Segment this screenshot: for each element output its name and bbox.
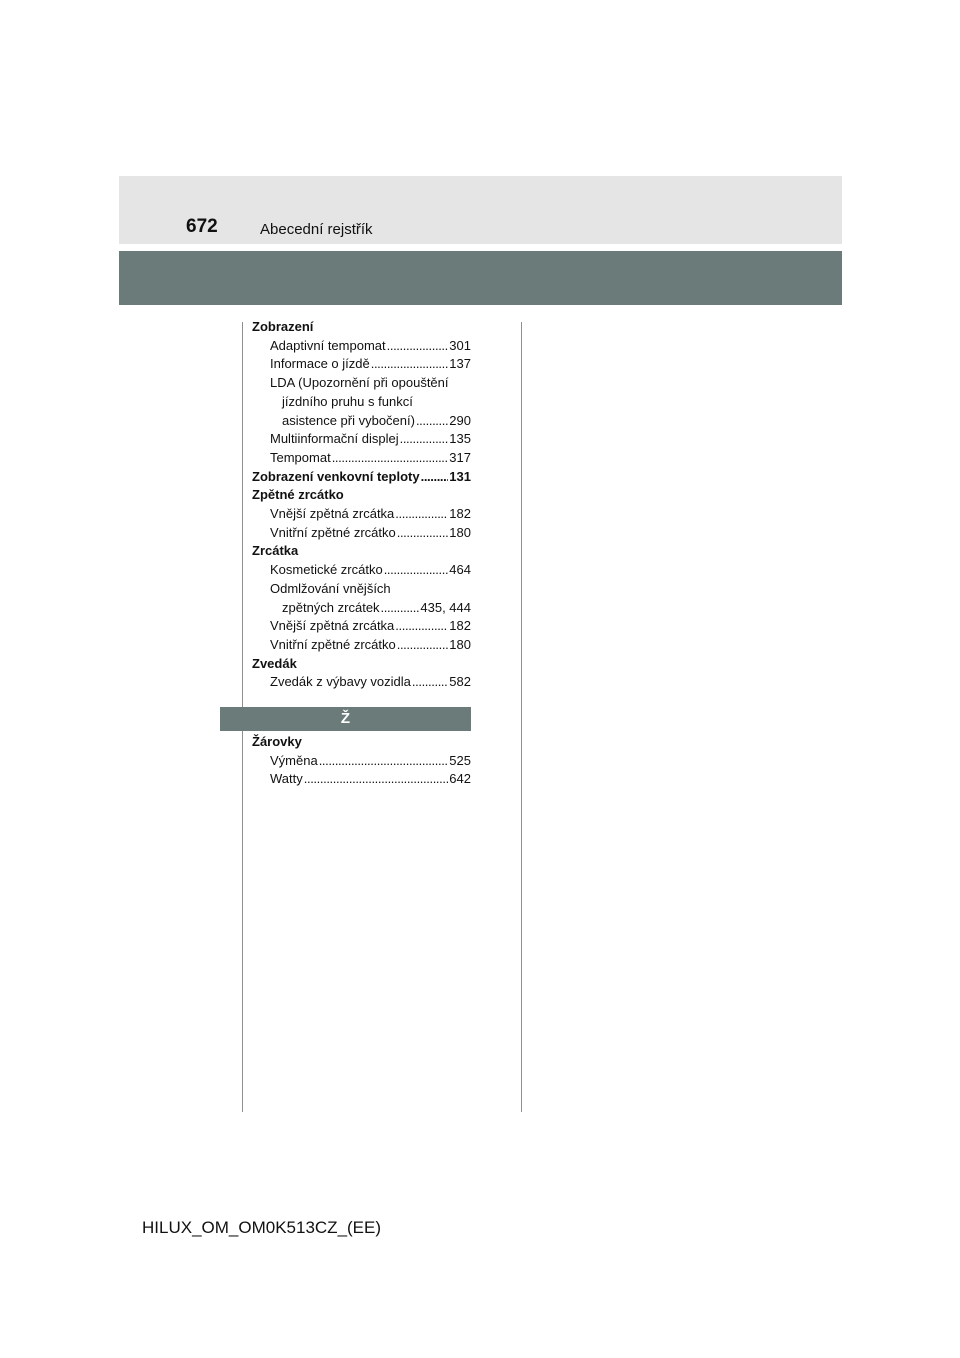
dot-leader — [397, 636, 449, 655]
document-code: HILUX_OM_OM0K513CZ_(EE) — [142, 1218, 382, 1237]
index-entry — [252, 673, 471, 692]
index-entry — [252, 770, 471, 789]
index-entry-label: Vnitřní zpětné zrcátko — [270, 524, 396, 540]
index-heading: Žárovky — [252, 734, 302, 749]
dot-leader — [412, 673, 448, 692]
index-entry-page[interactable]: 182 — [449, 506, 471, 522]
index-heading: Zobrazení — [252, 319, 314, 334]
index-entry — [252, 430, 471, 449]
index-entry-label: asistence při vybočení) — [282, 412, 415, 428]
index-entry-text: LDA (Upozornění při opouštění — [270, 375, 449, 391]
index-entry-page[interactable]: 290 — [449, 412, 471, 428]
index-entry-text: Odmlžování vnějších — [270, 580, 391, 596]
index-entry-label: Multiinformační displej — [270, 431, 399, 447]
index-entry-label: Tempomat — [270, 449, 331, 465]
index-entry — [252, 752, 471, 771]
header-band — [119, 176, 842, 244]
dot-leader — [397, 524, 449, 543]
dot-leader — [371, 355, 449, 374]
index-entry-text: jízdního pruhu s funkcí — [282, 393, 413, 409]
dot-leader — [387, 337, 449, 356]
index-entry-label: Watty — [270, 771, 303, 787]
index-entry-page[interactable]: 135 — [449, 431, 471, 447]
index-entry-label: Vnější zpětná zrcátka — [270, 618, 395, 634]
index-entry-page[interactable]: 464 — [449, 562, 471, 578]
dot-leader — [421, 468, 449, 487]
dot-leader — [395, 617, 448, 636]
index-section-z — [252, 318, 471, 692]
index-entry-page[interactable]: 180 — [449, 524, 471, 540]
index-entry-label: Výměna — [270, 752, 318, 768]
index-entry-label: Vnější zpětná zrcátka — [270, 506, 395, 522]
dot-leader — [400, 430, 449, 449]
index-entry-page[interactable]: 435, 444 — [420, 599, 471, 615]
dot-leader — [384, 561, 449, 580]
index-entry-page[interactable]: 317 — [449, 449, 471, 465]
index-entry-page[interactable]: 582 — [449, 674, 471, 690]
index-entry — [252, 412, 471, 431]
index-entry — [252, 449, 471, 468]
index-entry-label: Zvedák z výbavy vozidla — [270, 674, 411, 690]
index-entry-page[interactable]: 301 — [449, 337, 471, 353]
letter-section-header: Ž — [220, 707, 471, 731]
index-entry-page[interactable]: 525 — [449, 752, 471, 768]
index-heading: Zvedák — [252, 655, 297, 671]
index-entry-page[interactable]: 642 — [449, 771, 471, 787]
column-divider-right — [521, 322, 522, 1112]
index-entry — [252, 505, 471, 524]
index-entry — [252, 468, 471, 487]
section-title: Abecední rejstřík — [260, 221, 373, 238]
index-entry — [252, 337, 471, 356]
index-section-zh — [252, 733, 471, 789]
index-heading: Zpětné zrcátko — [252, 487, 344, 503]
index-entry — [252, 524, 471, 543]
index-entry-label: Informace o jízdě — [270, 356, 370, 372]
title-bar — [119, 251, 842, 305]
index-entry-page[interactable]: 182 — [449, 618, 471, 634]
index-entry-label: Zobrazení venkovní teploty — [252, 468, 420, 484]
index-entry-page[interactable]: 131 — [449, 468, 471, 484]
index-entry — [252, 599, 471, 618]
index-entry-label: zpětných zrcátek — [282, 599, 380, 615]
index-entry-page[interactable]: 180 — [449, 636, 471, 652]
dot-leader — [332, 449, 449, 468]
index-entry — [252, 636, 471, 655]
index-entry-label: Vnitřní zpětné zrcátko — [270, 636, 396, 652]
index-heading: Zrcátka — [252, 543, 299, 559]
index-entry — [252, 355, 471, 374]
index-entry-label: Adaptivní tempomat — [270, 337, 386, 353]
dot-leader — [395, 505, 448, 524]
index-entry-page[interactable]: 137 — [449, 356, 471, 372]
index-entry-label: Kosmetické zrcátko — [270, 562, 383, 578]
dot-leader — [319, 752, 449, 771]
page-number: 672 — [186, 216, 218, 237]
index-entry — [252, 561, 471, 580]
index-entry — [252, 617, 471, 636]
dot-leader — [381, 599, 420, 618]
dot-leader — [416, 412, 448, 431]
dot-leader — [304, 770, 449, 789]
